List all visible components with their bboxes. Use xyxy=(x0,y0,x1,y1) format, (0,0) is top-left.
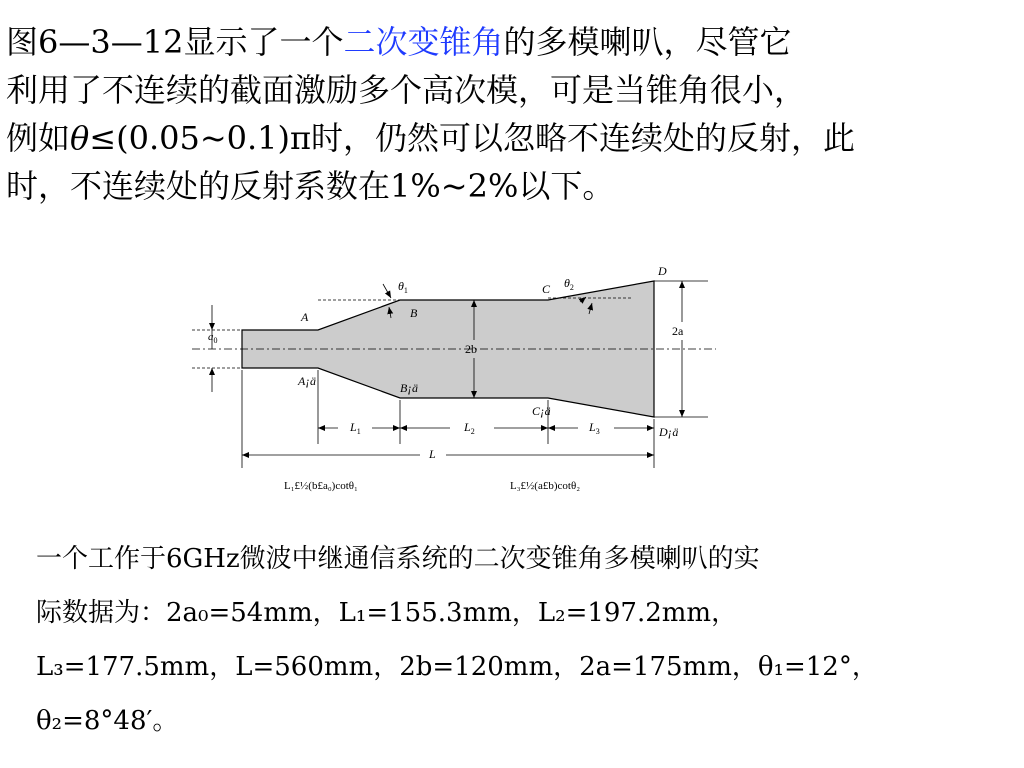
label-L: L xyxy=(429,447,436,461)
data-line-1: 一个工作于6GHz微波中继通信系统的二次变锥角多模喇叭的实 xyxy=(36,544,760,574)
label-2b: 2b xyxy=(465,342,477,356)
intro-line-4: 时，不连续处的反射系数在1%~2%以下。 xyxy=(6,167,615,205)
label-2a: 2a xyxy=(672,324,684,338)
intro-text: 的多模喇叭，尽管它 xyxy=(503,23,792,61)
formula-L1: L₁£½(b£a₀)cotθ₁ xyxy=(284,480,358,492)
label-D: D xyxy=(658,264,667,278)
intro-text: 时，仍然可以忽略不连续处的反射，此 xyxy=(311,119,856,157)
label-B: B xyxy=(410,306,418,320)
label-L2: $L_2$ xyxy=(464,420,475,436)
label-C: C xyxy=(542,282,551,296)
highlight-term: 二次变锥角 xyxy=(343,23,504,61)
data-line-2 xyxy=(36,586,1016,640)
label-D-prime: D¡ä xyxy=(659,425,679,439)
theta-symbol: θ xyxy=(70,119,90,157)
label-theta2: $\theta_2$ xyxy=(564,276,574,292)
label-C-prime: C¡ä xyxy=(532,404,551,418)
label-A: A xyxy=(301,310,309,324)
label-a0: $a_0$ xyxy=(208,331,218,345)
data-paragraph xyxy=(36,532,1016,748)
data-intro: 际数据为： xyxy=(36,598,167,628)
angle-range: ≤(0.05~0.1)π xyxy=(89,119,312,157)
intro-text: 例如 xyxy=(6,119,71,157)
label-B-prime: B¡ä xyxy=(400,381,418,395)
data-values: 2a₀=54mm，L₁=155.3mm，L₂=197.2mm， xyxy=(166,598,738,628)
formula-L3: L₃£½(a£b)cotθ₂ xyxy=(510,480,581,492)
label-theta1: $\theta_1$ xyxy=(398,279,408,295)
intro-text: 图6—3—12显示了一个 xyxy=(6,23,344,61)
intro-line-2: 利用了不连续的截面激励多个高次模，可是当锥角很小， xyxy=(6,71,807,109)
label-L1: $L_1$ xyxy=(350,420,361,436)
data-line-3: L₃=177.5mm，L=560mm，2b=120mm，2a=175mm，θ₁=12°， xyxy=(36,652,878,682)
data-line-4: θ₂=8°48′。 xyxy=(36,706,179,736)
label-A-prime: A¡ä xyxy=(298,374,316,388)
label-L3: $L_3$ xyxy=(589,420,600,436)
